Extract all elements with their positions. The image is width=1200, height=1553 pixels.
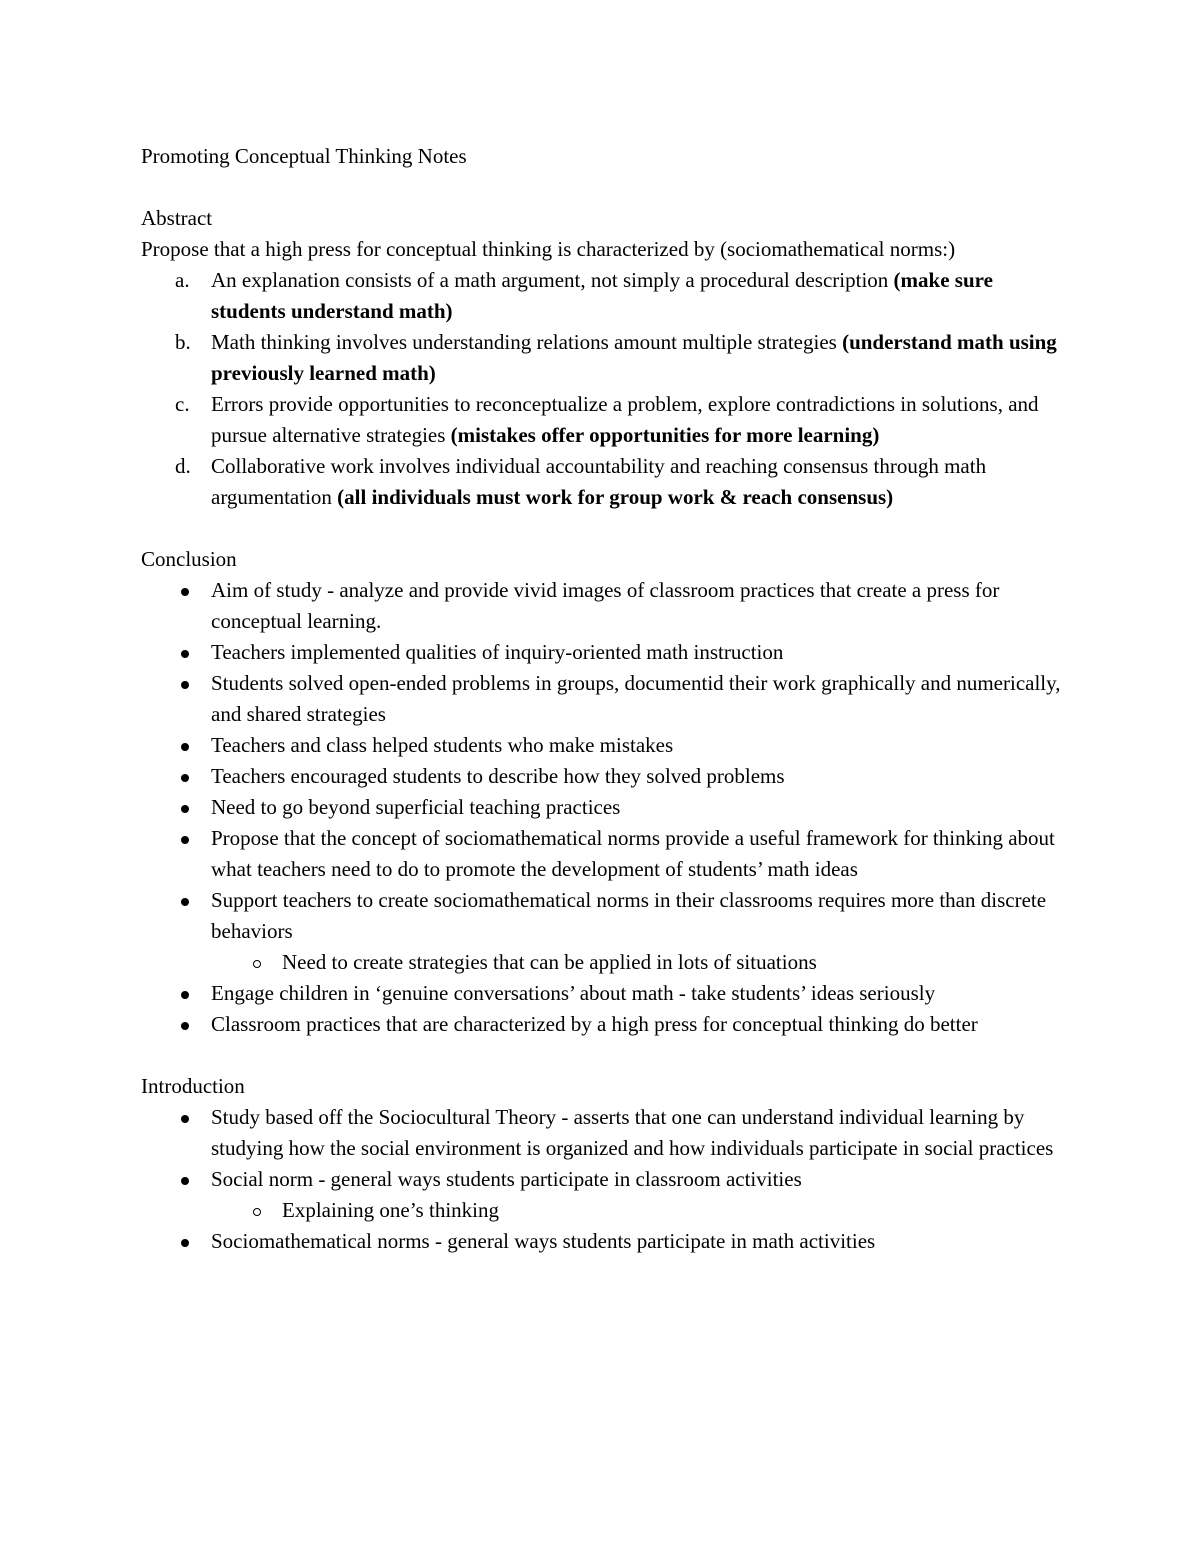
item-text: Teachers implemented qualities of inquiry-oriented math instruction — [211, 640, 784, 664]
list-item — [141, 978, 1061, 1009]
item-bold-note: (make sure students understand math) — [211, 268, 993, 323]
list-marker: c. — [175, 392, 190, 416]
list-item — [141, 637, 1061, 668]
list-item — [141, 792, 1061, 823]
item-text: Math thinking involves understanding relations amount multiple strategies — [211, 330, 843, 354]
item-bold-note: (mistakes offer opportunities for more learning) — [450, 423, 880, 447]
list-marker: d. — [175, 454, 191, 478]
bullet-icon — [181, 991, 189, 999]
list-item — [141, 730, 1061, 761]
list-item — [141, 265, 1061, 327]
bullet-icon — [181, 805, 189, 813]
item-text: Explaining one’s thinking — [282, 1198, 499, 1222]
item-text: An explanation consists of a math argument, not simply a procedural description — [211, 268, 894, 292]
item-text: Propose that the concept of sociomathematical norms provide a useful framework for thinking about what teachers need to do to promote the development of students’ math ideas — [211, 826, 1055, 881]
bullet-icon — [181, 836, 189, 844]
introduction-heading: Introduction — [141, 1074, 245, 1098]
list-item — [141, 1226, 1061, 1257]
document-body — [141, 141, 1061, 1257]
item-text: Support teachers to create sociomathematical norms in their classrooms requires more than discrete behaviors — [211, 888, 1047, 943]
item-bold-note: (understand math using previously learned math) — [211, 330, 1057, 385]
item-text: Aim of study - analyze and provide vivid images of classroom practices that create a press for conceptual learning. — [211, 578, 1000, 633]
list-item — [141, 389, 1061, 451]
list-marker: a. — [175, 268, 190, 292]
hollow-bullet-icon — [253, 960, 261, 968]
list-item — [141, 823, 1061, 885]
item-bold-note: (all individuals must work for group work & reach consensus) — [337, 485, 894, 509]
hollow-bullet-icon — [253, 1208, 261, 1216]
bullet-icon — [181, 1239, 189, 1247]
bullet-icon — [181, 588, 189, 596]
bullet-icon — [181, 1115, 189, 1123]
list-item — [141, 1009, 1061, 1040]
sub-list-item — [141, 1195, 1061, 1226]
bullet-icon — [181, 743, 189, 751]
conclusion-list — [141, 575, 1061, 1040]
list-item — [141, 885, 1061, 947]
bullet-icon — [181, 1177, 189, 1185]
list-item — [141, 451, 1061, 513]
sub-list-item — [141, 947, 1061, 978]
list-item — [141, 575, 1061, 637]
list-marker: b. — [175, 330, 191, 354]
item-text: Errors provide opportunities to reconceptualize a problem, explore contradictions in solutions, and pursue alternative strategies — [211, 392, 1039, 447]
item-text: Social norm - general ways students participate in classroom activities — [211, 1167, 802, 1191]
document-title: Promoting Conceptual Thinking Notes — [141, 144, 467, 168]
item-text: Teachers encouraged students to describe how they solved problems — [211, 764, 785, 788]
abstract-intro: Propose that a high press for conceptual thinking is characterized by (sociomathematical norms:) — [141, 237, 956, 261]
bullet-icon — [181, 650, 189, 658]
list-item — [141, 761, 1061, 792]
bullet-icon — [181, 774, 189, 782]
item-text: Engage children in ‘genuine conversations’ about math - take students’ ideas seriously — [211, 981, 936, 1005]
item-text: Classroom practices that are characterized by a high press for conceptual thinking do better — [211, 1012, 978, 1036]
item-text: Sociomathematical norms - general ways students participate in math activities — [211, 1229, 876, 1253]
item-text: Study based off the Sociocultural Theory - asserts that one can understand individual learning by studying how the social environment is organized and how individuals participate in social practices — [211, 1105, 1054, 1160]
list-item — [141, 1102, 1061, 1164]
item-text: Need to go beyond superficial teaching practices — [211, 795, 621, 819]
item-text: Students solved open-ended problems in groups, documentid their work graphically and numerically, and shared strategies — [211, 671, 1061, 726]
bullet-icon — [181, 898, 189, 906]
item-text: Need to create strategies that can be applied in lots of situations — [282, 950, 817, 974]
conclusion-heading: Conclusion — [141, 547, 237, 571]
item-text: Teachers and class helped students who make mistakes — [211, 733, 674, 757]
item-text: Collaborative work involves individual accountability and reaching consensus through math argumentation — [211, 454, 987, 509]
abstract-heading: Abstract — [141, 206, 213, 230]
bullet-icon — [181, 681, 189, 689]
abstract-list — [141, 265, 1061, 513]
list-item — [141, 327, 1061, 389]
bullet-icon — [181, 1022, 189, 1030]
list-item — [141, 1164, 1061, 1195]
introduction-list — [141, 1102, 1061, 1257]
list-item — [141, 668, 1061, 730]
